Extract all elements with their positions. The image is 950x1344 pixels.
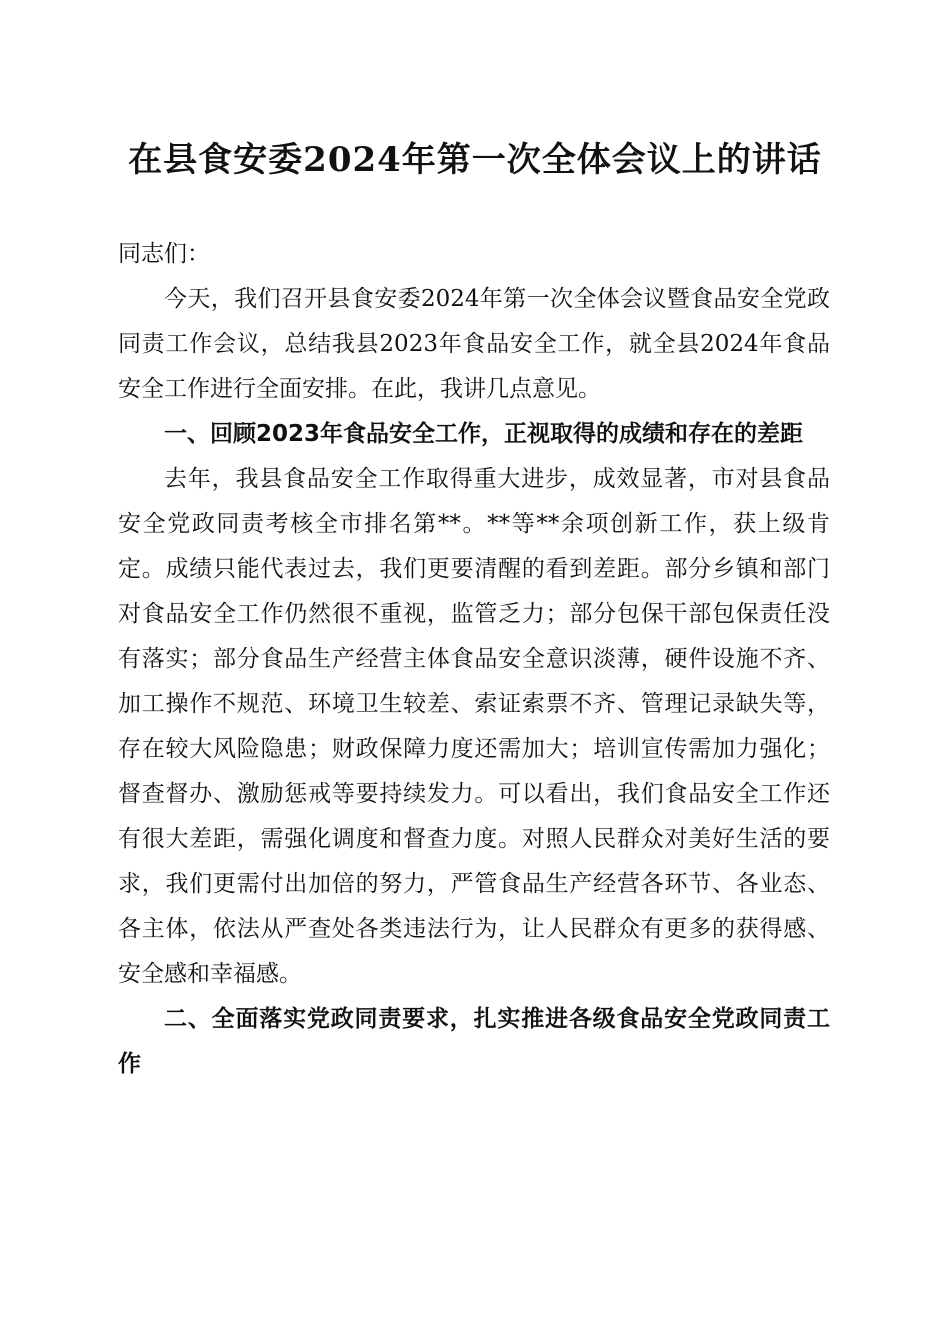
section-2-heading: 二、全面落实党政同责要求，扎实推进各级食品安全党政同责工作	[118, 1006, 830, 1077]
intro-paragraph: 今天，我们召开县食安委2024年第一次全体会议暨食品安全党政同责工作会议，总结我县2023年食品安全工作，就全县2024年食品安全工作进行全面安排。在此，我讲几点意见。	[118, 286, 830, 402]
salutation: 同志们：	[118, 241, 210, 267]
document-body	[118, 232, 830, 1087]
section-1-paragraph: 去年，我县食品安全工作取得重大进步，成效显著，市对县食品安全党政同责考核全市排名第**。**等**余项创新工作，获上级肯定。成绩只能代表过去，我们更要清醒的看到差距。部分乡镇和部门对食品安全工作仍然很不重视，监管乏力；部分包保干部包保责任没有落实；部分食品生产经营主体食品安全意识淡薄，硬件设施不齐、加工操作不规范、环境卫生较差、索证索票不齐、管理记录缺失等，存在较大风险隐患；财政保障力度还需加大；培训宣传需加力强化；督查督办、激励惩戒等要持续发力。可以看出，我们食品安全工作还有很大差距，需强化调度和督查力度。对照人民群众对美好生活的要求，我们更需付出加倍的努力，严管食品生产经营各环节、各业态、各主体，依法从严查处各类违法行为，让人民群众有更多的获得感、安全感和幸福感。	[118, 466, 830, 987]
section-1-heading: 一、回顾2023年食品安全工作，正视取得的成绩和存在的差距	[164, 421, 804, 447]
document-title: 在县食安委2024年第一次全体会议上的讲话	[128, 140, 822, 180]
